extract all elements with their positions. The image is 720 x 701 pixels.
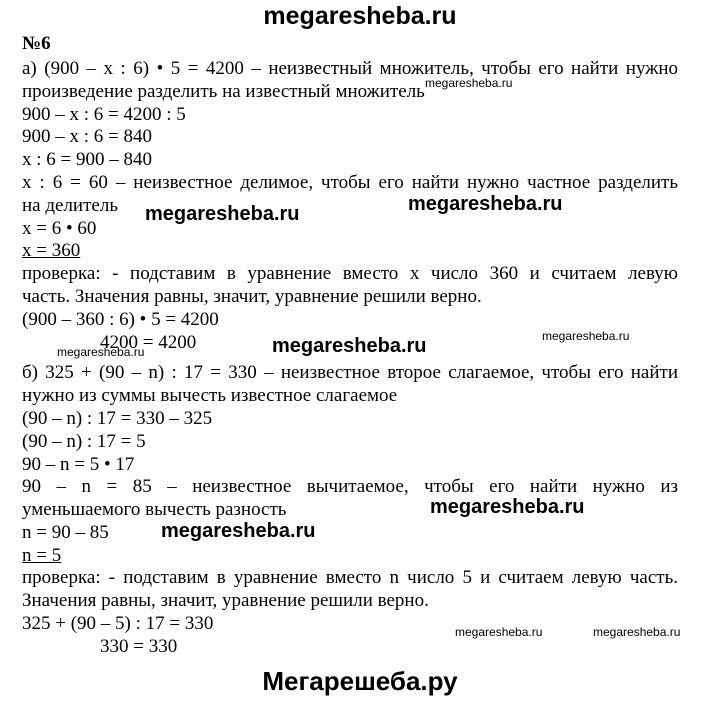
part-a-step-5: x = 6 • 60 bbox=[22, 218, 97, 239]
part-a-step-1: 900 – x : 6 = 4200 : 5 bbox=[22, 104, 186, 125]
watermark-9: megaresheba.ru bbox=[455, 625, 543, 639]
part-b-check-1: проверка: - подставим в уравнение вместо n число 5 и считаем левую часть. bbox=[22, 567, 678, 588]
part-b-step-4: 90 – n = 85 – неизвестное вычитаемое, чтобы его найти нужно из bbox=[22, 476, 678, 497]
watermark-4: megaresheba.ru bbox=[542, 329, 630, 343]
watermark-8: megaresheba.ru bbox=[161, 520, 316, 542]
part-a-check-3: (900 – 360 : 6) • 5 = 4200 bbox=[22, 309, 219, 330]
site-header: megaresheba.ru bbox=[263, 2, 457, 30]
part-b-check-4: 330 = 330 bbox=[100, 636, 178, 657]
part-b-answer: n = 5 bbox=[22, 545, 62, 566]
watermark-1: megaresheba.ru bbox=[425, 76, 513, 90]
watermark-6: megaresheba.ru bbox=[272, 335, 427, 357]
part-a-step-4b: на делитель bbox=[22, 195, 118, 216]
watermark-3: megaresheba.ru bbox=[408, 193, 563, 215]
part-b-step-2: (90 – n) : 17 = 5 bbox=[22, 431, 146, 452]
site-footer: Мегарешеба.ру bbox=[262, 666, 458, 696]
part-a-check-4: 4200 = 4200 bbox=[100, 332, 197, 353]
part-a-step-3: x : 6 = 900 – 840 bbox=[22, 149, 152, 170]
part-b-line-1: б) 325 + (90 – n) : 17 = 330 – неизвестное второе слагаемое, чтобы его найти bbox=[22, 362, 678, 383]
part-a-check-1: проверка: - подставим в уравнение вместо x число 360 и считаем левую bbox=[22, 263, 678, 284]
part-b-check-3: 325 + (90 – 5) : 17 = 330 bbox=[22, 613, 214, 634]
part-a-answer: x = 360 bbox=[22, 240, 81, 261]
part-b-step-1: (90 – n) : 17 = 330 – 325 bbox=[22, 408, 213, 429]
watermark-10: megaresheba.ru bbox=[593, 625, 681, 639]
task-number: №6 bbox=[22, 33, 51, 54]
watermark-2: megaresheba.ru bbox=[145, 203, 300, 225]
part-b-step-4b: уменьшаемого вычесть разность bbox=[22, 499, 287, 520]
part-b-step-3: 90 – n = 5 • 17 bbox=[22, 454, 135, 475]
part-a-step-2: 900 – x : 6 = 840 bbox=[22, 126, 152, 147]
part-b-check-2: Значения равны, значит, уравнение решили верно. bbox=[22, 590, 429, 611]
part-a-line-2: произведение разделить на известный множитель bbox=[22, 81, 425, 102]
watermark-5: megaresheba.ru bbox=[57, 345, 145, 359]
part-b-line-2: нужно из суммы вычесть известное слагаемое bbox=[22, 385, 398, 406]
part-b-step-5: n = 90 – 85 bbox=[22, 522, 109, 543]
part-a-step-4: x : 6 = 60 – неизвестное делимое, чтобы его найти нужно частное разделить bbox=[22, 172, 678, 193]
part-a-check-2: часть. Значения равны, значит, уравнение решили верно. bbox=[22, 286, 482, 307]
part-a-line-1: а) (900 – x : 6) • 5 = 4200 – неизвестный множитель, чтобы его найти нужно bbox=[22, 58, 678, 79]
watermark-7: megaresheba.ru bbox=[430, 496, 585, 518]
